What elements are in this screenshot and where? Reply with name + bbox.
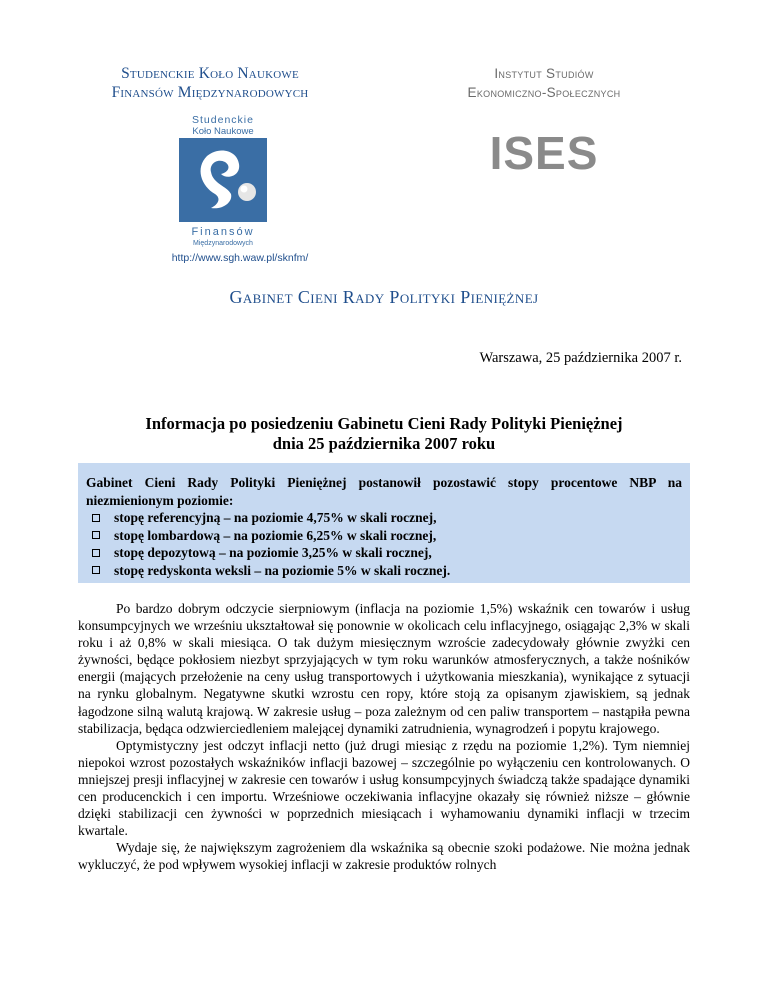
body-paragraph: Wydaje się, że największym zagrożeniem dla wskaźnika są obecnie szoki podażowe. Nie można jednak wykluczyć, że pod wpływem wysokiej inflacji w zakresie produktów rolnych (78, 840, 690, 873)
sknfm-organization-name (60, 64, 360, 102)
rate-list-item (92, 509, 682, 527)
sknfm-logo (167, 112, 279, 248)
logo-top-line1: Studenckie (192, 114, 254, 126)
checkbox-bullet-icon (92, 514, 100, 522)
org-right-line1: Instytut Studiów (494, 66, 594, 81)
website-link[interactable]: http://www.sgh.waw.pl/sknfm/ (171, 252, 309, 264)
rate-text: stopę lombardową – na poziomie 6,25% w skali rocznej, (114, 527, 437, 543)
logo-bottom-line2: Międzynarodowych (193, 240, 253, 247)
rate-list (86, 509, 682, 579)
document-title-line2: dnia 25 października 2007 roku (272, 434, 496, 453)
date-line: Warszawa, 25 października 2007 r. (479, 350, 682, 366)
org-left-line2: Finansów Międzynarodowych (111, 84, 309, 101)
logo-bottom-line1: Finansów (191, 226, 255, 238)
rate-text: stopę referencyjną – na poziomie 4,75% w skali rocznej, (114, 510, 437, 525)
org-left-line1: Studenckie Koło Naukowe (121, 65, 299, 82)
body-text (78, 600, 690, 874)
logo-sphere-icon (238, 183, 256, 201)
decision-box (78, 463, 690, 583)
document-title (0, 414, 768, 454)
rate-text: stopę depozytową – na poziomie 3,25% w skali rocznej, (114, 545, 432, 560)
logo-sphere-highlight (241, 186, 248, 193)
decision-intro: Gabinet Cieni Rady Polityki Pieniężnej postanowił pozostawić stopy procentowe NBP na niezmienionym poziomie: (86, 475, 682, 508)
ises-logo-text: ISES (489, 127, 599, 179)
body-paragraph: Po bardzo dobrym odczycie sierpniowym (inflacja na poziomie 1,5%) wskaźnik cen towarów i usług konsumpcyjnych we wrześniu ukształtował się ponownie w okolicach celu inflacyjnego, osiągając 2,3% w skali roku i aż 0,8% w skali miesiąca. O tak dużym miesięcznym wzroście zadecydowały głównie zwyżki cen żywności, będące pokłosiem niezbyt sprzyjających w tym roku warunków atmosferycznych, a także nośników energii (mających przełożenie na ceny usług transportowych i użytkowania mieszkania), wynikające z sytuacji na rynku globalnym. Negatywne skutki wzrostu cen ropy, które stoją za opisanym zjawiskiem, są jednak łagodzone silną walutą krajową. W zakresie usług – poza zależnym od cen paliw transportem – nastąpiła pewna stabilizacja, będąca odzwierciedleniem malejącej dynamiki zatrudnienia, wynagrodzeń i popytu krajowego. (78, 601, 690, 736)
rate-text: stopę redyskonta weksli – na poziomie 5% w skali rocznej. (114, 562, 451, 578)
board-title: Gabinet Cieni Rady Polityki Pieniężnej (229, 287, 539, 307)
checkbox-bullet-icon (92, 549, 100, 557)
document-title-line1: Informacja po posiedzeniu Gabinetu Cieni Rady Polityki Pieniężnej (145, 414, 623, 433)
checkbox-bullet-icon (92, 531, 100, 539)
sknfm-logo-icon (167, 112, 279, 248)
rate-list-item (92, 544, 682, 562)
checkbox-bullet-icon (92, 566, 100, 574)
logo-top-line2: Koło Naukowe (192, 126, 254, 137)
rate-list-item (92, 527, 682, 545)
ises-institute-name (394, 64, 694, 102)
org-right-line2: Ekonomiczno-Społecznych (467, 85, 621, 100)
rate-list-item (92, 562, 682, 580)
body-paragraph: Optymistyczny jest odczyt inflacji netto (już drugi miesiąc z rzędu na poziomie 1,2%). Tym niemniej niepokoi wzrost pozostałych wskaźników inflacji bazowej – szczególnie po wyłączeniu cen kontrolowanych. O mniejszej presji inflacyjnej w zakresie cen towarów i usług konsumpcyjnych świadczą także spadające dynamiki cen producenckich i cen importu. Wrześniowe oczekiwania inflacyjne okazały się również niższe – głównie dzięki stabilizacji cen żywności w poprzednich miesiącach i wyhamowaniu dynamiki inflacji w trzecim kwartale. (78, 737, 690, 839)
